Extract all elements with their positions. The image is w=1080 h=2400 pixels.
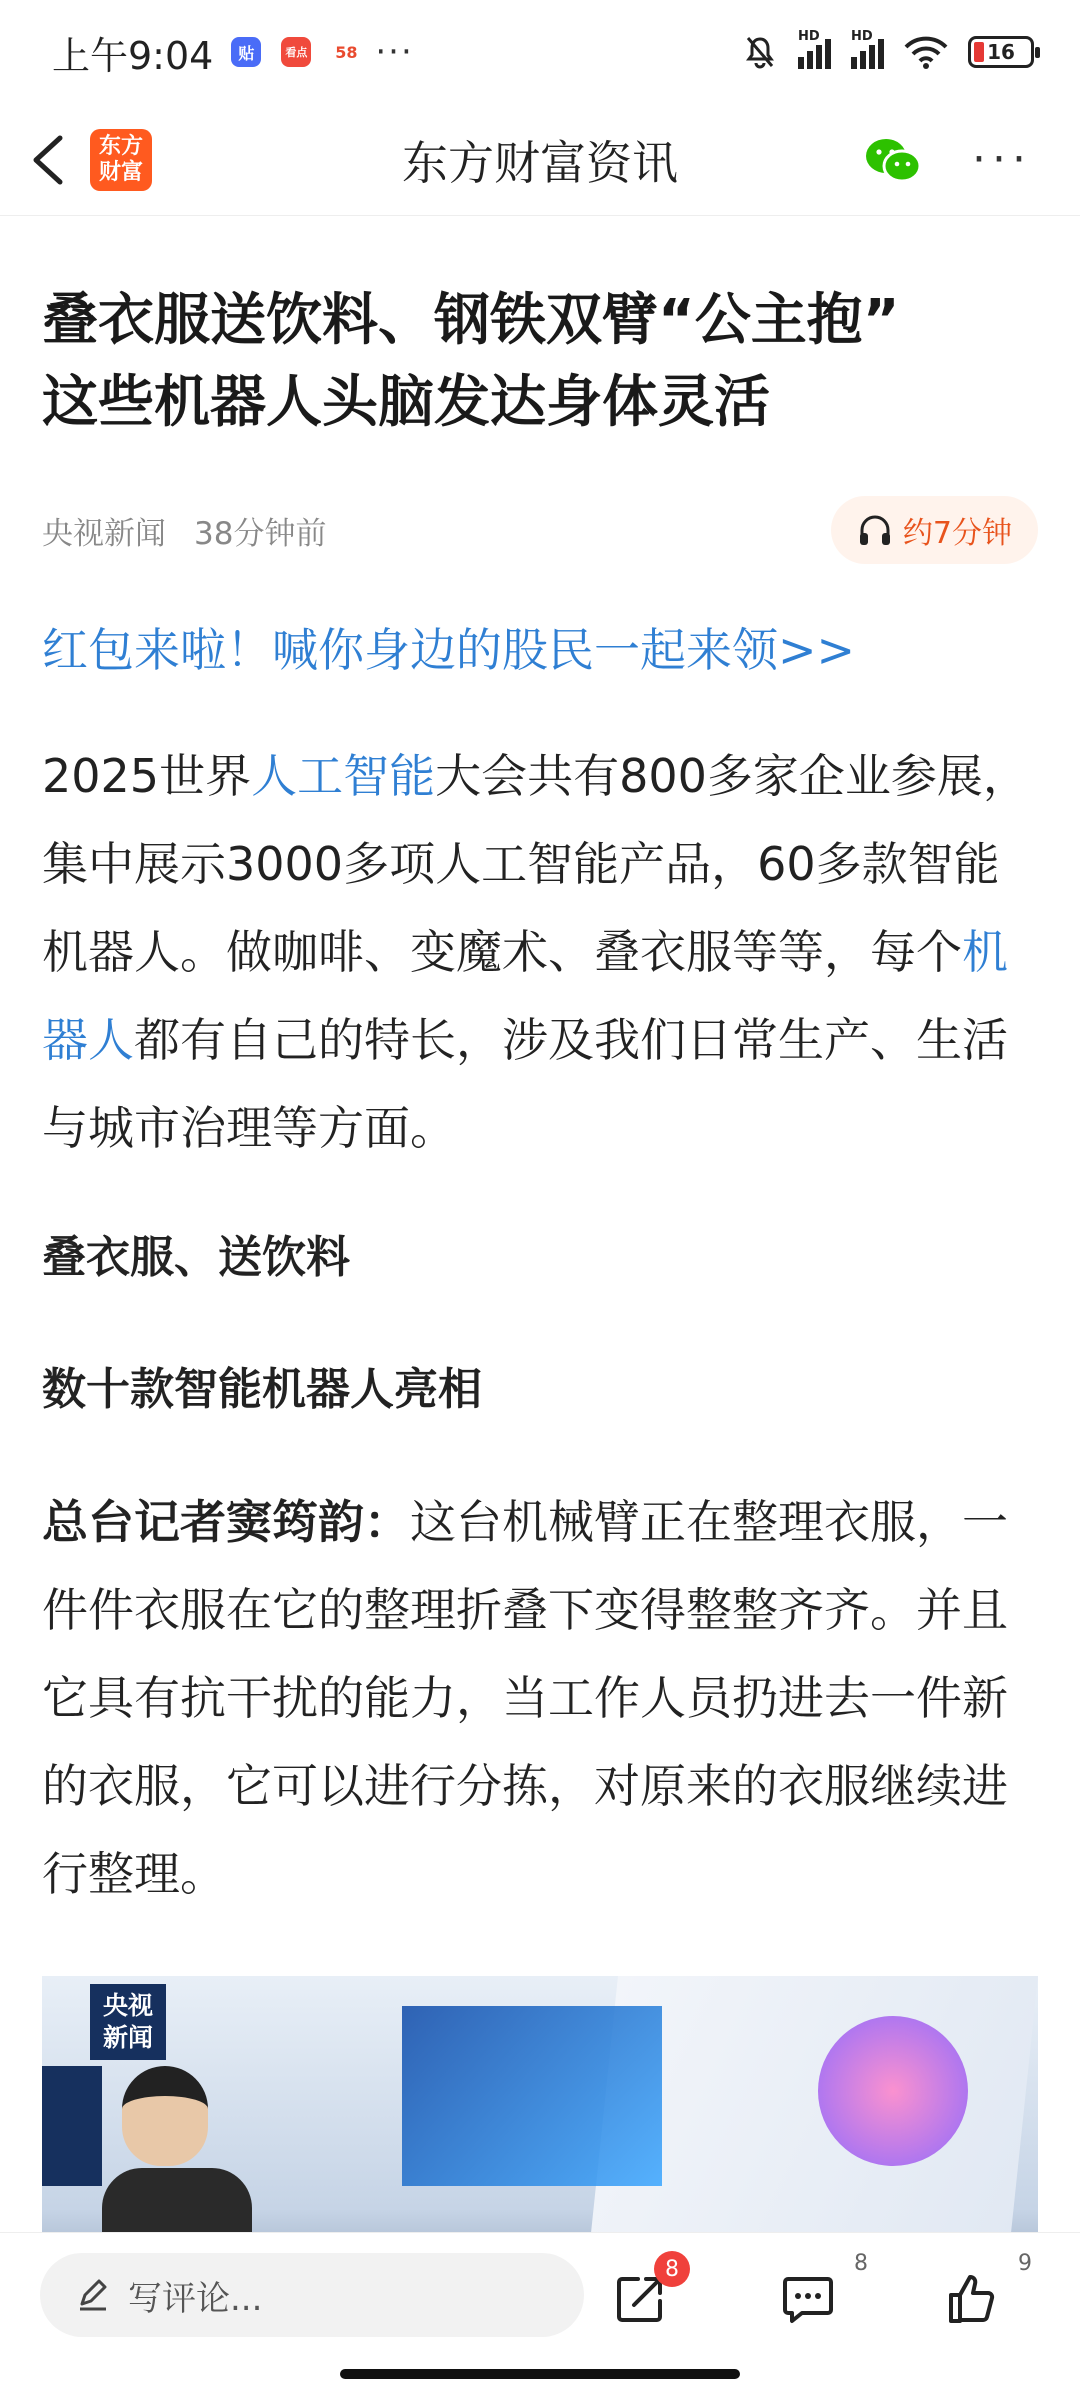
cctv-logo-line1: 央视 bbox=[102, 1991, 153, 2020]
nav-bar bbox=[0, 104, 1080, 216]
battery-icon bbox=[968, 36, 1034, 68]
headline-line2: 这些机器人头脑发达身体灵活 bbox=[42, 370, 770, 435]
headline-line1: 叠衣服送饮料、钢铁双臂“公主抱” bbox=[42, 288, 900, 353]
like-count: 9 bbox=[1018, 2251, 1032, 2276]
bottom-action-bar bbox=[0, 2232, 1080, 2400]
wifi-icon bbox=[904, 35, 948, 69]
listen-button[interactable] bbox=[831, 496, 1038, 564]
wechat-share-icon[interactable] bbox=[864, 136, 922, 184]
image-booth-screen bbox=[402, 2006, 662, 2186]
status-bar bbox=[0, 0, 1080, 104]
red-packet-promo-link[interactable]: 红包来啦！喊你身边的股民一起来领>> bbox=[42, 623, 856, 677]
keyword-robot-link[interactable]: 机器人 bbox=[42, 925, 1008, 1067]
reporter-name: 总台记者窦筠韵： bbox=[42, 1495, 410, 1549]
subheading-2: 数十款智能机器人亮相 bbox=[42, 1364, 482, 1415]
kandian-app-icon: 看点 bbox=[281, 37, 311, 67]
like-button[interactable] bbox=[932, 2251, 1032, 2339]
para1-text-3: 都有自己的特长，涉及我们日常生产、生活与城市治理等方面。 bbox=[42, 1013, 1008, 1155]
58-app-icon: 58 bbox=[331, 37, 361, 67]
home-indicator[interactable] bbox=[340, 2369, 740, 2379]
article-meta bbox=[42, 496, 1038, 564]
cctv-logo-line2: 新闻 bbox=[102, 2023, 153, 2052]
signal-2-icon: HD bbox=[851, 35, 884, 69]
subheading-1: 叠衣服、送饮料 bbox=[42, 1232, 350, 1283]
headphones-icon bbox=[857, 514, 893, 546]
article-paragraph-1 bbox=[42, 732, 1038, 1172]
para2-text: 这台机械臂正在整理衣服，一件件衣服在它的整理折叠下变得整整齐齐。并且它具有抗干扰的能力，当工作人员扔进去一件新的衣服，它可以进行分拣，对原来的衣服继续进行整理。 bbox=[42, 1495, 1008, 1901]
share-button[interactable] bbox=[600, 2256, 680, 2339]
share-badge: 8 bbox=[654, 2251, 690, 2287]
back-button[interactable] bbox=[18, 130, 78, 190]
image-sign bbox=[42, 2066, 102, 2186]
battery-level: 16 bbox=[987, 40, 1015, 64]
comment-count: 8 bbox=[854, 2251, 868, 2276]
brand-logo-line2: 财富 bbox=[98, 159, 143, 185]
para1-text-2: 大会共有800多家企业参展，集中展示3000多项人工智能产品，60多款智能机器人。做咖啡、变魔术、叠衣服等等，每个 bbox=[42, 749, 1029, 979]
para1-text-1: 2025世界 bbox=[42, 749, 252, 803]
thumbs-up-icon bbox=[944, 2271, 1000, 2327]
brand-logo[interactable] bbox=[90, 129, 152, 191]
page-title: 东方财富资讯 bbox=[402, 135, 678, 190]
article-paragraph-2 bbox=[42, 1478, 1038, 1918]
comment-placeholder: 写评论... bbox=[128, 2278, 263, 2319]
status-time: 上午9:04 bbox=[52, 33, 214, 78]
brand-logo-line1: 东方 bbox=[98, 133, 143, 159]
article-source[interactable]: 央视新闻 bbox=[42, 515, 166, 552]
mute-bell-icon bbox=[742, 34, 778, 70]
keyword-ai-link[interactable]: 人工智能 bbox=[251, 749, 436, 803]
comment-bubble-icon bbox=[780, 2271, 836, 2327]
cctv-news-logo bbox=[90, 1984, 166, 2060]
pencil-icon bbox=[76, 2278, 110, 2312]
comments-button[interactable] bbox=[768, 2251, 868, 2339]
comment-input[interactable] bbox=[40, 2253, 584, 2337]
signal-1-icon: HD bbox=[798, 35, 831, 69]
status-more-icon: ··· bbox=[375, 32, 414, 72]
more-menu-button[interactable]: ··· bbox=[972, 133, 1032, 185]
article-body bbox=[42, 216, 1038, 1918]
status-indicators bbox=[742, 29, 1034, 70]
article-time: 38分钟前 bbox=[194, 515, 327, 552]
article-headline bbox=[42, 280, 1038, 444]
tieba-app-icon: 贴 bbox=[231, 37, 261, 67]
status-app-icons bbox=[231, 37, 361, 67]
back-arrow-icon bbox=[30, 134, 66, 186]
image-robot-display bbox=[818, 2016, 968, 2166]
listen-duration: 约7分钟 bbox=[902, 516, 1012, 551]
